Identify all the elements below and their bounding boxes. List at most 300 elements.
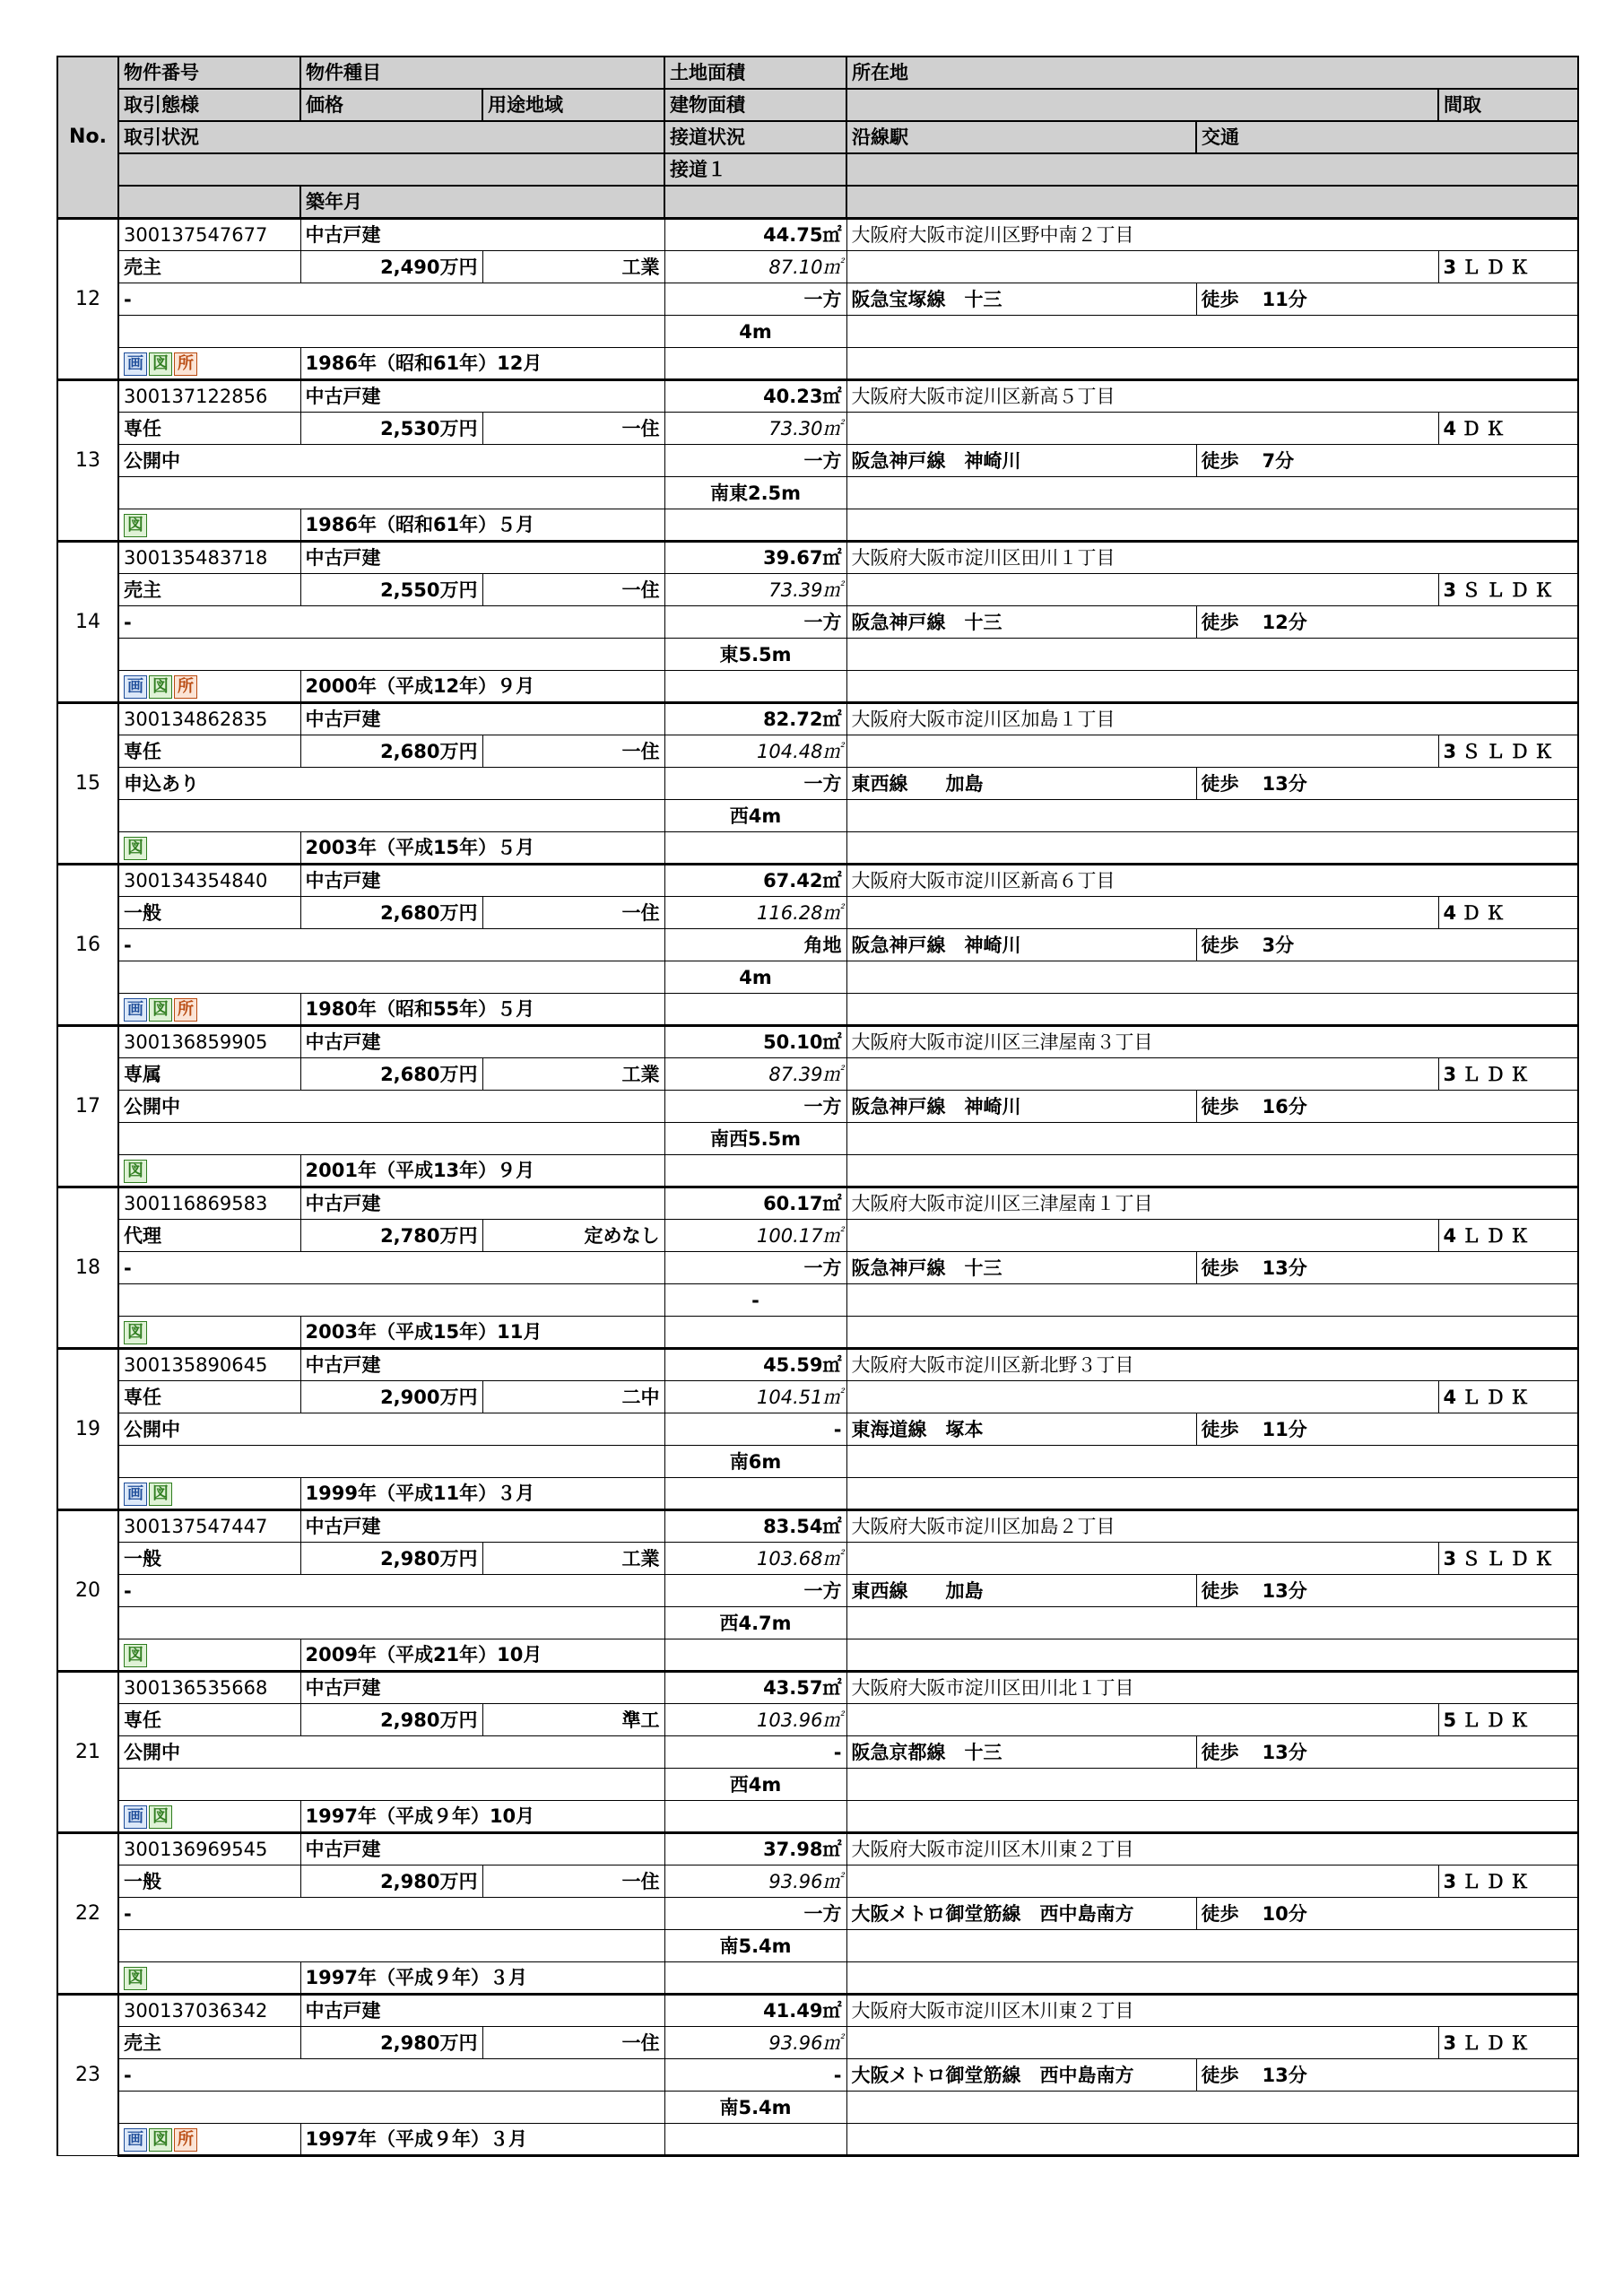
header-blank [664, 186, 846, 219]
address: 大阪府大阪市淀川区田川北１丁目 [846, 1672, 1578, 1704]
header-blank [846, 153, 1578, 186]
floor-plan-icon[interactable]: 図 [124, 514, 147, 537]
land-area: 83.54㎡ [664, 1510, 846, 1543]
walk-minutes: 11分 [1262, 288, 1307, 310]
deal-status: 公開中 [118, 445, 664, 477]
road-1: 東5.5m [664, 639, 846, 671]
land-area: 41.49㎡ [664, 1995, 846, 2027]
blank-cell [664, 509, 846, 542]
listing-rows [57, 219, 1578, 2156]
blank-cell [846, 994, 1578, 1026]
listing-row [57, 1284, 1578, 1317]
property-id: 300137122856 [118, 380, 300, 413]
property-id: 300136535668 [118, 1672, 300, 1704]
walk-label: 徒歩 [1201, 1741, 1239, 1763]
property-type: 中古戸建 [300, 1187, 664, 1220]
property-type: 中古戸建 [300, 1510, 664, 1543]
blank-cell [846, 1284, 1578, 1317]
listing-row [57, 1155, 1578, 1187]
blank-cell [846, 316, 1578, 348]
header-blank [846, 89, 1438, 121]
location-icon[interactable]: 所 [174, 998, 197, 1022]
deal-status: - [118, 283, 664, 316]
blank-cell [846, 1769, 1578, 1801]
blank-cell [846, 1704, 1438, 1736]
listing-row [57, 1446, 1578, 1478]
listing-no: 17 [57, 1026, 118, 1187]
walk-minutes: 13分 [1262, 1579, 1307, 1602]
header-line: 沿線駅 [846, 121, 1196, 153]
land-area: 37.98㎡ [664, 1833, 846, 1866]
blank-cell [846, 2027, 1438, 2059]
walk-minutes: 7分 [1262, 449, 1295, 472]
header-id: 物件番号 [118, 57, 300, 89]
header-blank [118, 153, 664, 186]
location-icon[interactable]: 所 [174, 675, 197, 699]
listing-row [57, 1349, 1578, 1381]
listing-row [57, 1801, 1578, 1833]
walk-minutes: 13分 [1262, 772, 1307, 795]
listing-row [57, 1607, 1578, 1639]
building-area: 93.96㎡ [664, 1866, 846, 1898]
station-line: 阪急京都線 十三 [846, 1736, 1196, 1769]
land-area: 82.72㎡ [664, 703, 846, 735]
traffic [1196, 1575, 1578, 1607]
road-access: 一方 [664, 1898, 846, 1930]
walk-label: 徒歩 [1201, 934, 1239, 956]
blank-cell [846, 1866, 1438, 1898]
road-access: - [664, 2059, 846, 2092]
deal-type: 専任 [118, 1704, 300, 1736]
built-date: 1980年（昭和55年）５月 [300, 994, 664, 1026]
price: 2,530万円 [300, 413, 482, 445]
listing-row [57, 2059, 1578, 2092]
deal-status: - [118, 2059, 664, 2092]
listing-row [57, 316, 1578, 348]
listing-row [57, 1962, 1578, 1995]
header-price: 価格 [300, 89, 482, 121]
image-icon[interactable]: 画 [124, 2128, 147, 2152]
built-date: 1986年（昭和61年）５月 [300, 509, 664, 542]
address: 大阪府大阪市淀川区新高５丁目 [846, 380, 1578, 413]
deal-status: - [118, 929, 664, 961]
address: 大阪府大阪市淀川区加島１丁目 [846, 703, 1578, 735]
blank-cell [846, 1930, 1578, 1962]
header-status: 取引状況 [118, 121, 664, 153]
media-icons [118, 348, 300, 380]
blank-cell [846, 1220, 1438, 1252]
listing-row [57, 1413, 1578, 1446]
walk-minutes: 3分 [1262, 934, 1295, 956]
listing-row [57, 1736, 1578, 1769]
location-icon[interactable]: 所 [174, 2128, 197, 2152]
image-icon[interactable]: 画 [124, 352, 147, 376]
zoning: 一住 [482, 735, 664, 768]
property-listing-table [56, 56, 1579, 2157]
traffic [1196, 1413, 1578, 1446]
property-id: 300137547447 [118, 1510, 300, 1543]
floor-plan-icon[interactable]: 図 [124, 837, 147, 860]
station-line: 東海道線 塚本 [846, 1413, 1196, 1446]
road-1: 南5.4m [664, 1930, 846, 1962]
floor-plan-icon[interactable]: 図 [149, 675, 172, 699]
blank-cell [846, 574, 1438, 606]
walk-label: 徒歩 [1201, 1579, 1239, 1602]
blank-cell [118, 2092, 664, 2124]
header-building: 建物面積 [664, 89, 846, 121]
road-access: 一方 [664, 445, 846, 477]
blank-cell [118, 1284, 664, 1317]
floor-plan-icon[interactable]: 図 [124, 1160, 147, 1183]
price: 2,980万円 [300, 1543, 482, 1575]
station-line: 大阪メトロ御堂筋線 西中島南方 [846, 1898, 1196, 1930]
listing-row [57, 2124, 1578, 2156]
listing-row [57, 380, 1578, 413]
listing-row [57, 509, 1578, 542]
floor-plan-icon[interactable]: 図 [124, 1644, 147, 1667]
road-access: - [664, 1413, 846, 1446]
property-type: 中古戸建 [300, 865, 664, 897]
layout: 3ＬＤＫ [1438, 1058, 1578, 1091]
building-area: 103.68㎡ [664, 1543, 846, 1575]
listing-no: 22 [57, 1833, 118, 1995]
blank-cell [846, 251, 1438, 283]
blank-cell [846, 1639, 1578, 1672]
zoning: 一住 [482, 413, 664, 445]
listing-row [57, 865, 1578, 897]
layout: 3ＬＤＫ [1438, 251, 1578, 283]
road-1: - [664, 1284, 846, 1317]
traffic [1196, 929, 1578, 961]
price: 2,780万円 [300, 1220, 482, 1252]
listing-row [57, 1866, 1578, 1898]
property-id: 300137547677 [118, 219, 300, 251]
media-icons [118, 1639, 300, 1672]
blank-cell [664, 832, 846, 865]
road-1: 西4.7m [664, 1607, 846, 1639]
zoning: 一住 [482, 2027, 664, 2059]
listing-row [57, 413, 1578, 445]
layout: 4ＬＤＫ [1438, 1381, 1578, 1413]
listing-row [57, 1510, 1578, 1543]
deal-type: 専任 [118, 413, 300, 445]
deal-type: 専任 [118, 1381, 300, 1413]
built-date: 2009年（平成21年）10月 [300, 1639, 664, 1672]
zoning: 準工 [482, 1704, 664, 1736]
deal-status: 公開中 [118, 1091, 664, 1123]
blank-cell [846, 1962, 1578, 1995]
station-line: 阪急神戸線 神崎川 [846, 1091, 1196, 1123]
blank-cell [118, 1123, 664, 1155]
traffic [1196, 2059, 1578, 2092]
traffic [1196, 1898, 1578, 1930]
header-layout: 間取 [1438, 89, 1578, 121]
station-line: 阪急神戸線 十三 [846, 606, 1196, 639]
built-date: 2003年（平成15年）11月 [300, 1317, 664, 1349]
listing-row [57, 1317, 1578, 1349]
property-id: 300137036342 [118, 1995, 300, 2027]
media-icons [118, 1801, 300, 1833]
property-id: 300136969545 [118, 1833, 300, 1866]
address: 大阪府大阪市淀川区野中南２丁目 [846, 219, 1578, 251]
walk-label: 徒歩 [1201, 1095, 1239, 1118]
blank-cell [846, 800, 1578, 832]
land-area: 43.57㎡ [664, 1672, 846, 1704]
header-blank [846, 186, 1578, 219]
image-icon[interactable]: 画 [124, 998, 147, 1022]
blank-cell [664, 1317, 846, 1349]
price: 2,490万円 [300, 251, 482, 283]
zoning: 工業 [482, 1058, 664, 1091]
building-area: 116.28㎡ [664, 897, 846, 929]
floor-plan-icon[interactable]: 図 [124, 1321, 147, 1344]
address: 大阪府大阪市淀川区木川東２丁目 [846, 1833, 1578, 1866]
layout: 4ＤＫ [1438, 897, 1578, 929]
road-access: 一方 [664, 1091, 846, 1123]
layout: 4ＬＤＫ [1438, 1220, 1578, 1252]
blank-cell [846, 2124, 1578, 2156]
listing-row [57, 639, 1578, 671]
road-access: 一方 [664, 606, 846, 639]
road-1: 南東2.5m [664, 477, 846, 509]
listing-no: 15 [57, 703, 118, 865]
deal-type: 一般 [118, 1866, 300, 1898]
road-access: 角地 [664, 929, 846, 961]
blank-cell [846, 639, 1578, 671]
listing-row [57, 1252, 1578, 1284]
image-icon[interactable]: 画 [124, 675, 147, 699]
floor-plan-icon[interactable]: 図 [149, 352, 172, 376]
listing-no: 19 [57, 1349, 118, 1510]
blank-cell [846, 1381, 1438, 1413]
listing-row [57, 1639, 1578, 1672]
traffic [1196, 1736, 1578, 1769]
listing-row [57, 574, 1578, 606]
listing-row [57, 1187, 1578, 1220]
location-icon[interactable]: 所 [174, 352, 197, 376]
zoning: 一住 [482, 897, 664, 929]
blank-cell [664, 1478, 846, 1510]
deal-type: 一般 [118, 897, 300, 929]
property-type: 中古戸建 [300, 703, 664, 735]
zoning: 二中 [482, 1381, 664, 1413]
building-area: 87.39㎡ [664, 1058, 846, 1091]
building-area: 104.51㎡ [664, 1381, 846, 1413]
built-date: 1999年（平成11年）３月 [300, 1478, 664, 1510]
blank-cell [846, 1446, 1578, 1478]
listing-row [57, 735, 1578, 768]
walk-minutes: 13分 [1262, 1257, 1307, 1279]
station-line: 阪急宝塚線 十三 [846, 283, 1196, 316]
building-area: 103.96㎡ [664, 1704, 846, 1736]
deal-status: - [118, 1252, 664, 1284]
walk-minutes: 13分 [1262, 2064, 1307, 2086]
blank-cell [846, 1478, 1578, 1510]
built-date: 1986年（昭和61年）12月 [300, 348, 664, 380]
walk-label: 徒歩 [1201, 772, 1239, 795]
zoning: 一住 [482, 574, 664, 606]
listing-row [57, 1995, 1578, 2027]
listing-row [57, 1898, 1578, 1930]
listing-no: 12 [57, 219, 118, 380]
header-land: 土地面積 [664, 57, 846, 89]
media-icons [118, 509, 300, 542]
listing-row [57, 606, 1578, 639]
listing-row [57, 1575, 1578, 1607]
listing-row [57, 1123, 1578, 1155]
header-road: 接道状況 [664, 121, 846, 153]
built-date: 2000年（平成12年）９月 [300, 671, 664, 703]
listing-row [57, 1672, 1578, 1704]
built-date: 1997年（平成９年）３月 [300, 1962, 664, 1995]
blank-cell [846, 413, 1438, 445]
station-line: 東西線 加島 [846, 1575, 1196, 1607]
address: 大阪府大阪市淀川区三津屋南１丁目 [846, 1187, 1578, 1220]
floor-plan-icon[interactable]: 図 [149, 1805, 172, 1829]
road-access: 一方 [664, 768, 846, 800]
listing-row [57, 2027, 1578, 2059]
built-date: 2003年（平成15年）５月 [300, 832, 664, 865]
blank-cell [846, 1801, 1578, 1833]
blank-cell [846, 477, 1578, 509]
walk-label: 徒歩 [1201, 288, 1239, 310]
blank-cell [664, 1801, 846, 1833]
listing-row [57, 1543, 1578, 1575]
road-1: 南6m [664, 1446, 846, 1478]
property-type: 中古戸建 [300, 1026, 664, 1058]
walk-minutes: 10分 [1262, 1902, 1307, 1925]
listing-no: 23 [57, 1995, 118, 2156]
land-area: 60.17㎡ [664, 1187, 846, 1220]
blank-cell [846, 897, 1438, 929]
listing-row [57, 897, 1578, 929]
layout: 3ＳＬＤＫ [1438, 735, 1578, 768]
blank-cell [118, 1446, 664, 1478]
walk-label: 徒歩 [1201, 1418, 1239, 1440]
traffic [1196, 1091, 1578, 1123]
listing-row [57, 1058, 1578, 1091]
building-area: 100.17㎡ [664, 1220, 846, 1252]
road-access: - [664, 1736, 846, 1769]
station-line: 阪急神戸線 神崎川 [846, 929, 1196, 961]
media-icons [118, 1317, 300, 1349]
listing-row [57, 1381, 1578, 1413]
listing-row [57, 768, 1578, 800]
header-blank [118, 186, 300, 219]
building-area: 87.10㎡ [664, 251, 846, 283]
listing-row [57, 477, 1578, 509]
property-id: 300135483718 [118, 542, 300, 574]
blank-cell [118, 800, 664, 832]
table-header [57, 57, 1578, 219]
header-no: No. [57, 57, 118, 219]
blank-cell [118, 1607, 664, 1639]
listing-row [57, 1220, 1578, 1252]
blank-cell [846, 1543, 1438, 1575]
layout: 3ＬＤＫ [1438, 2027, 1578, 2059]
price: 2,980万円 [300, 1704, 482, 1736]
deal-type: 一般 [118, 1543, 300, 1575]
blank-cell [846, 735, 1438, 768]
listing-row [57, 800, 1578, 832]
building-area: 73.30㎡ [664, 413, 846, 445]
blank-cell [664, 348, 846, 380]
image-icon[interactable]: 画 [124, 1483, 147, 1506]
built-date: 2001年（平成13年）９月 [300, 1155, 664, 1187]
property-type: 中古戸建 [300, 1833, 664, 1866]
road-access: 一方 [664, 283, 846, 316]
property-id: 300134862835 [118, 703, 300, 735]
header-type: 物件種目 [300, 57, 664, 89]
listing-no: 21 [57, 1672, 118, 1833]
listing-row [57, 251, 1578, 283]
floor-plan-icon[interactable]: 図 [149, 998, 172, 1022]
floor-plan-icon[interactable]: 図 [124, 1967, 147, 1990]
deal-status: 公開中 [118, 1736, 664, 1769]
walk-minutes: 13分 [1262, 1741, 1307, 1763]
floor-plan-icon[interactable]: 図 [149, 1483, 172, 1506]
blank-cell [846, 1317, 1578, 1349]
land-area: 50.10㎡ [664, 1026, 846, 1058]
deal-status: - [118, 1575, 664, 1607]
station-line: 東西線 加島 [846, 768, 1196, 800]
listing-no: 13 [57, 380, 118, 542]
layout: 3ＳＬＤＫ [1438, 574, 1578, 606]
blank-cell [846, 2092, 1578, 2124]
layout: 3ＳＬＤＫ [1438, 1543, 1578, 1575]
price: 2,900万円 [300, 1381, 482, 1413]
station-line: 阪急神戸線 十三 [846, 1252, 1196, 1284]
address: 大阪府大阪市淀川区新北野３丁目 [846, 1349, 1578, 1381]
blank-cell [118, 316, 664, 348]
built-date: 1997年（平成９年）10月 [300, 1801, 664, 1833]
station-line: 阪急神戸線 神崎川 [846, 445, 1196, 477]
media-icons [118, 1478, 300, 1510]
property-type: 中古戸建 [300, 1672, 664, 1704]
blank-cell [846, 348, 1578, 380]
floor-plan-icon[interactable]: 図 [149, 2128, 172, 2152]
blank-cell [118, 961, 664, 994]
zoning: 一住 [482, 1866, 664, 1898]
deal-status: - [118, 606, 664, 639]
deal-type: 売主 [118, 574, 300, 606]
layout: 5ＬＤＫ [1438, 1704, 1578, 1736]
media-icons [118, 671, 300, 703]
zoning: 工業 [482, 251, 664, 283]
road-access: 一方 [664, 1252, 846, 1284]
blank-cell [664, 1639, 846, 1672]
deal-type: 売主 [118, 251, 300, 283]
blank-cell [846, 1123, 1578, 1155]
listing-row [57, 1478, 1578, 1510]
deal-status: - [118, 1898, 664, 1930]
listing-row [57, 2092, 1578, 2124]
listing-row [57, 703, 1578, 735]
land-area: 67.42㎡ [664, 865, 846, 897]
listing-row [57, 219, 1578, 251]
blank-cell [846, 1155, 1578, 1187]
road-1: 西4m [664, 1769, 846, 1801]
image-icon[interactable]: 画 [124, 1805, 147, 1829]
walk-minutes: 11分 [1262, 1418, 1307, 1440]
road-1: 西4m [664, 800, 846, 832]
land-area: 40.23㎡ [664, 380, 846, 413]
property-id: 300135890645 [118, 1349, 300, 1381]
traffic [1196, 445, 1578, 477]
price: 2,980万円 [300, 2027, 482, 2059]
deal-type: 売主 [118, 2027, 300, 2059]
header-road1: 接道１ [664, 153, 846, 186]
